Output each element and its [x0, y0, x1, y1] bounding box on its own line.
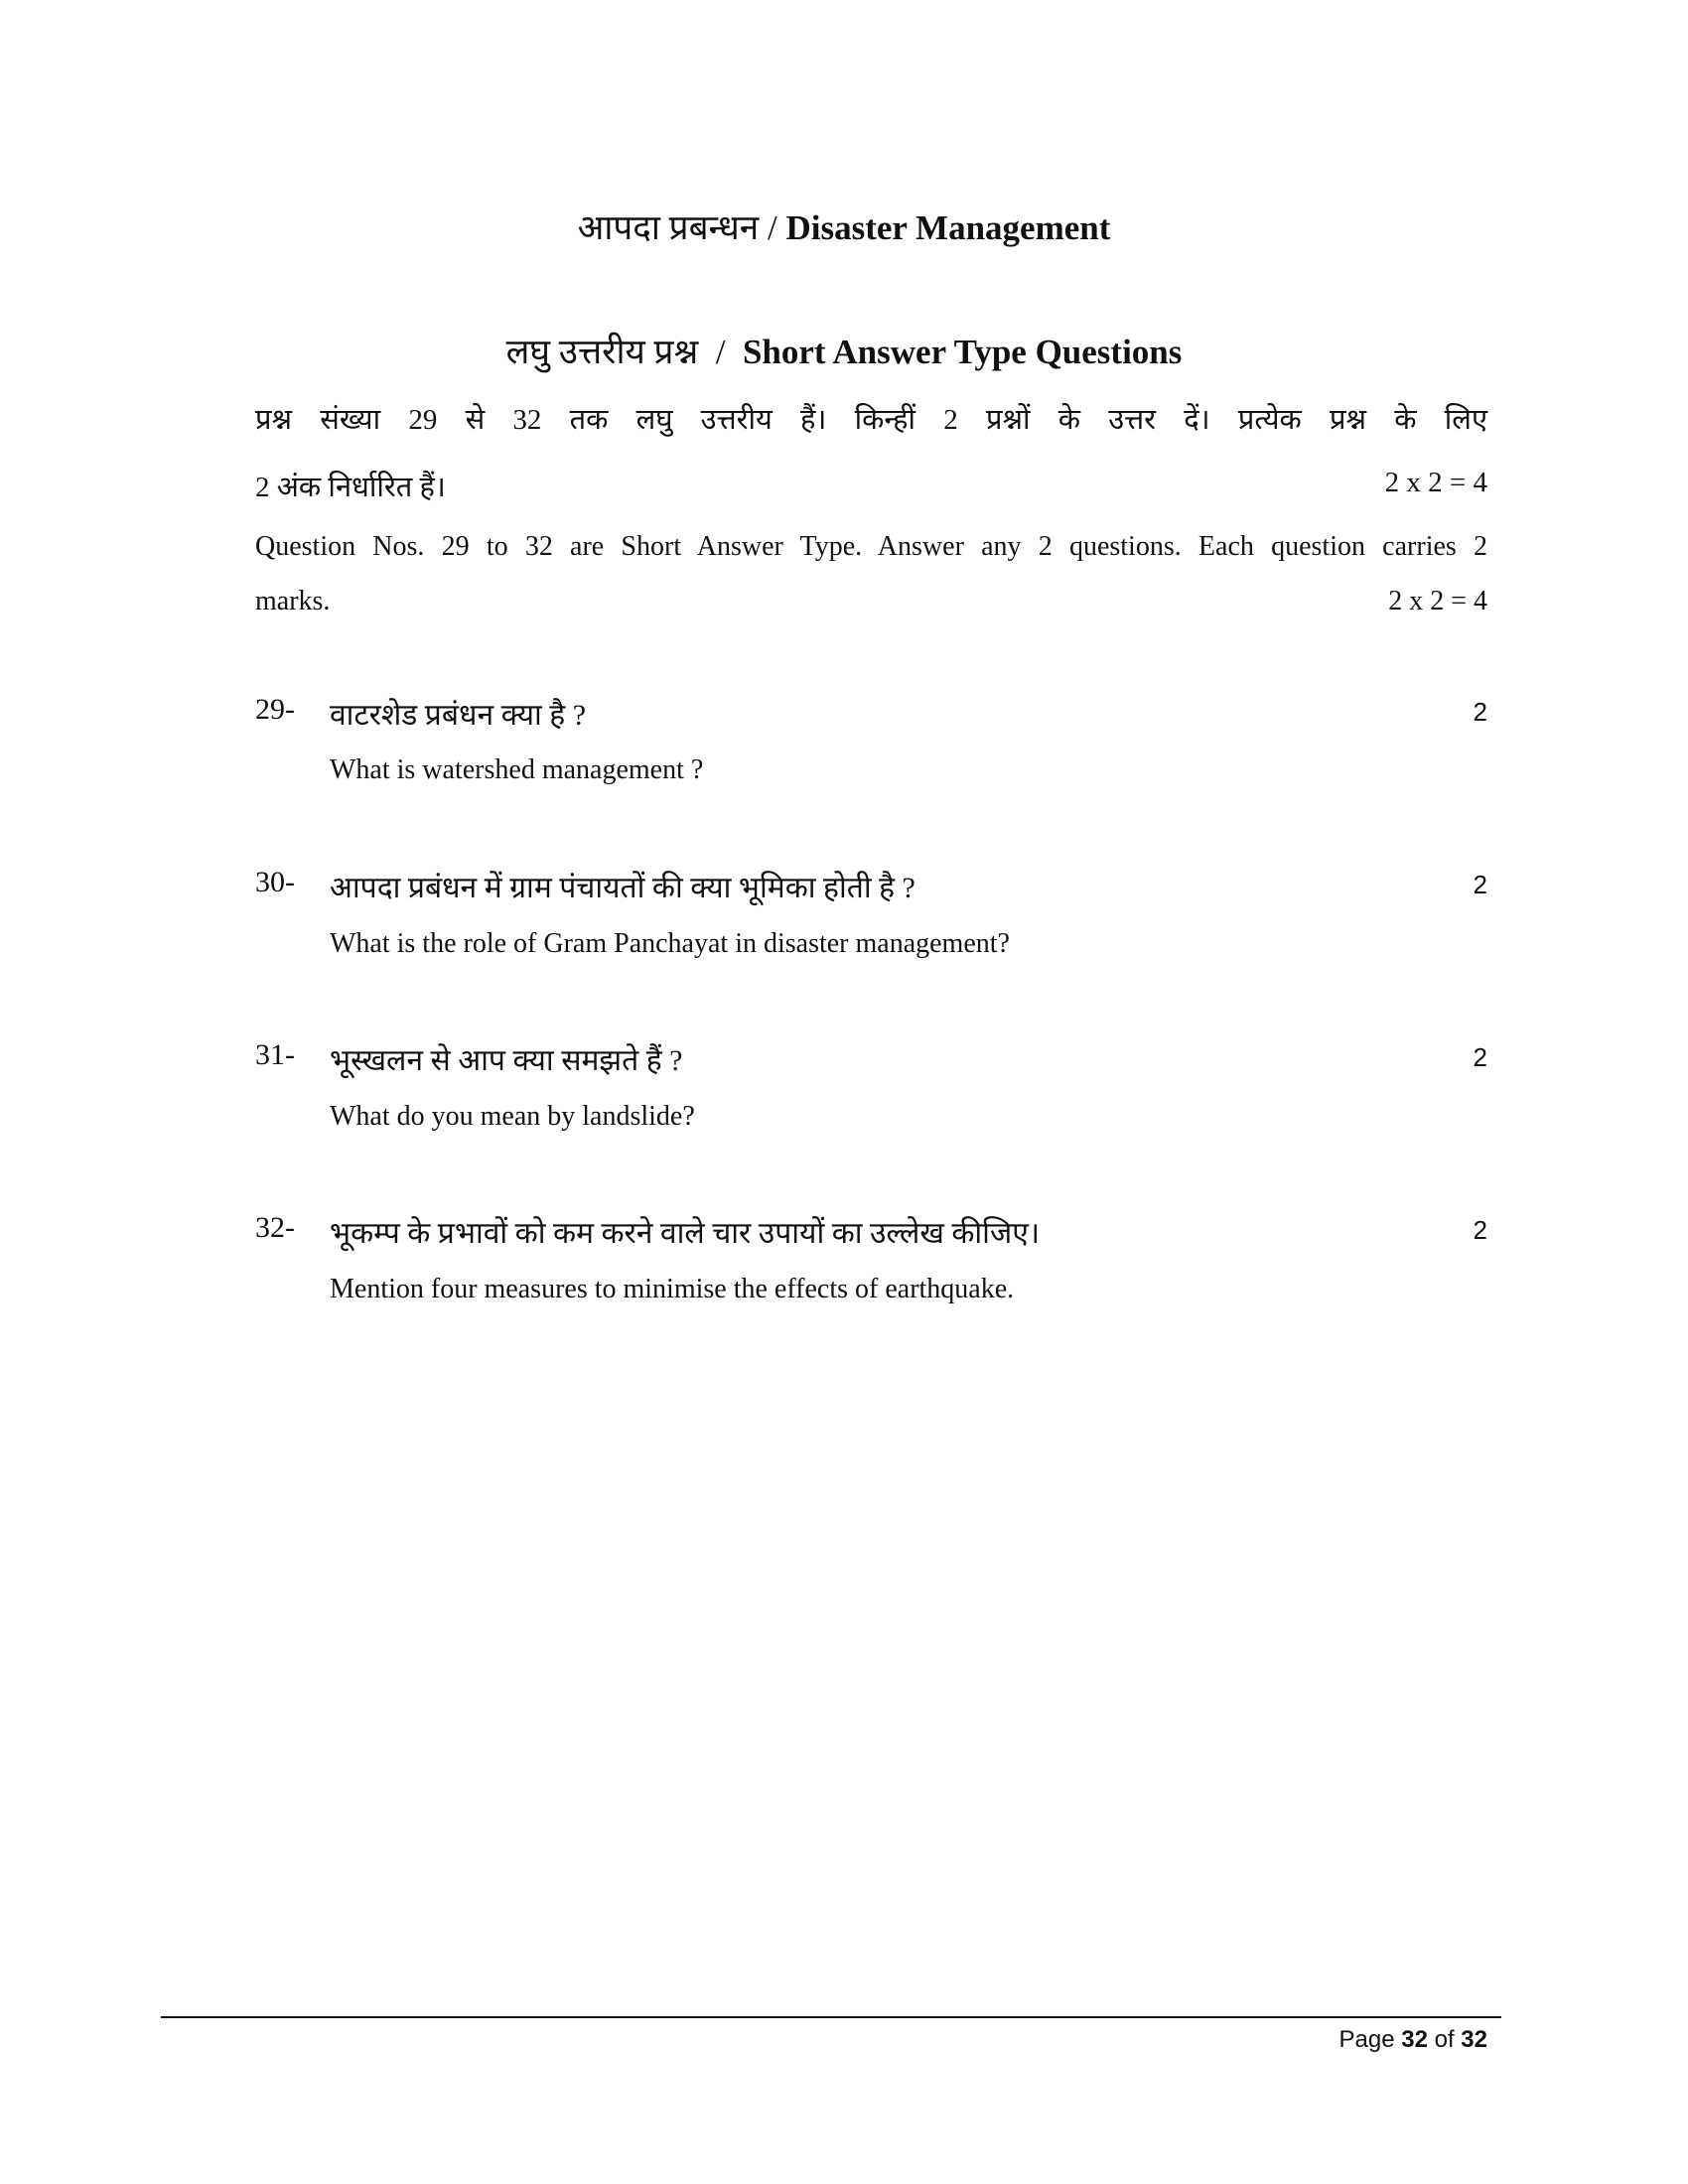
section-heading: [0, 328, 1688, 374]
question-english: What do you mean by landslide?: [330, 1101, 695, 1132]
instruction-english-marks: 2 x 2 = 4: [1388, 586, 1487, 616]
question-number: 32-: [255, 1211, 295, 1244]
question-hindi: भूस्खलन से आप क्या समझते हैं ?: [330, 1044, 683, 1077]
question-number: 31-: [255, 1038, 295, 1071]
section-separator: /: [715, 333, 726, 371]
question-english: What is the role of Gram Panchayat in disaster management?: [330, 928, 1010, 959]
question-marks: 2: [1473, 1215, 1487, 1245]
page-label: Page: [1338, 2026, 1395, 2053]
question-marks: 2: [1473, 1042, 1487, 1072]
instruction-hindi-marks: 2 x 2 = 4: [1384, 467, 1487, 498]
section-english: Short Answer Type Questions: [742, 333, 1183, 371]
section-hindi: लघु उत्तरीय प्रश्न: [505, 333, 699, 371]
question-marks: 2: [1473, 870, 1487, 899]
instruction-english-text: marks.: [255, 586, 331, 616]
page-total: 32: [1461, 2026, 1487, 2053]
page-number: [1339, 2026, 1488, 2054]
question-number: 29-: [255, 693, 295, 726]
question-english: Mention four measures to minimise the effects of earthquake.: [330, 1274, 1015, 1304]
question-hindi: आपदा प्रबंधन में ग्राम पंचायतों की क्या भूमिका होती है ?: [330, 872, 915, 904]
instruction-hindi-line1: प्रश्न संख्या 29 से 32 तक लघु उत्तरीय हैं। किन्हीं 2 प्रश्नों के उत्तर दें। प्रत्येक प्रश्न के लिए: [255, 404, 1487, 436]
instruction-english-line2: [255, 586, 1487, 617]
footer-divider: [161, 2016, 1501, 2018]
question-hindi: भूकम्प के प्रभावों को कम करने वाले चार उपायों का उल्लेख कीजिए।: [330, 1217, 1041, 1250]
instruction-english-line1: Question Nos. 29 to 32 are Short Answer Type. Answer any 2 questions. Each question carries 2: [255, 531, 1487, 562]
question-marks: 2: [1473, 697, 1487, 727]
page-current: 32: [1401, 2026, 1428, 2053]
instruction-hindi-line2: [255, 467, 1487, 505]
title-hindi: आपदा प्रबन्धन: [577, 208, 760, 247]
title-separator: /: [767, 208, 777, 247]
question-english: What is watershed management ?: [330, 754, 704, 785]
title-english: Disaster Management: [785, 208, 1111, 247]
page-title: [0, 204, 1688, 250]
page-of-label: of: [1434, 2026, 1455, 2053]
instruction-hindi-text: 2 अंक निर्धारित हैं।: [255, 472, 446, 503]
question-number: 30-: [255, 866, 295, 898]
question-hindi: वाटरशेड प्रबंधन क्या है ?: [330, 699, 587, 732]
